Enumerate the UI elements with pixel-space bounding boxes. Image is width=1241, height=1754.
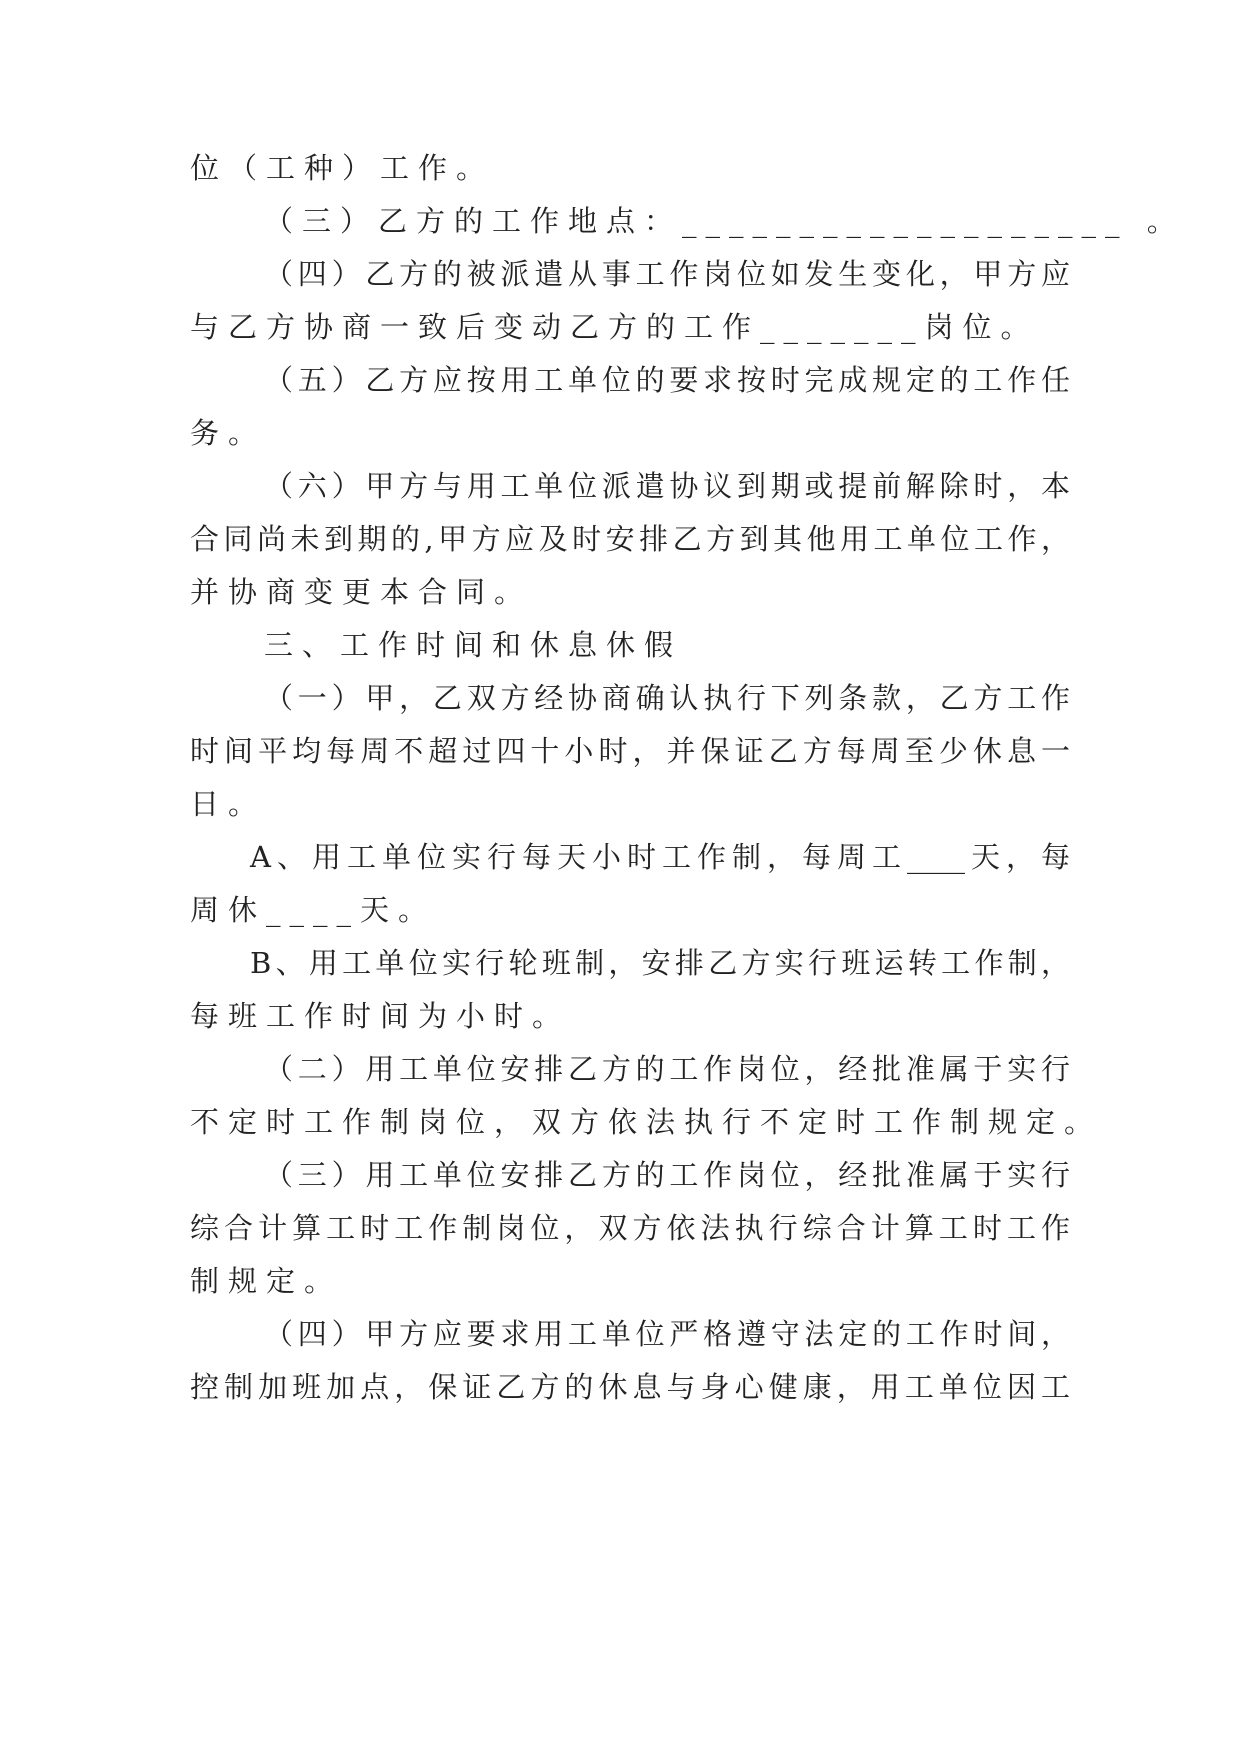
text-line: A、用工单位实行每天小时工作制，每周工____天，每 bbox=[250, 840, 1070, 874]
text-line: （四）乙方的被派遣从事工作岗位如发生变化，甲方应 bbox=[264, 257, 1070, 291]
text-line: 每班工作时间为小时。 bbox=[190, 999, 571, 1033]
text-line: （五）乙方应按用工单位的要求按时完成规定的工作任 bbox=[264, 363, 1070, 397]
text-line: 与乙方协商一致后变动乙方的工作_______岗位。 bbox=[190, 310, 1039, 344]
text-line: （三）用工单位安排乙方的工作岗位，经批准属于实行 bbox=[264, 1158, 1070, 1192]
text-line: 并协商变更本合同。 bbox=[190, 575, 533, 609]
text-line: 务。 bbox=[190, 416, 267, 450]
text-line: 周休____天。 bbox=[190, 893, 437, 927]
text-line: 控制加班加点，保证乙方的休息与身心健康，用工单位因工 bbox=[190, 1370, 1070, 1404]
text-line: 时间平均每周不超过四十小时，并保证乙方每周至少休息一 bbox=[190, 734, 1070, 768]
text-line: （四）甲方应要求用工单位严格遵守法定的工作时间， bbox=[264, 1317, 1070, 1351]
text-line: 综合计算工时工作制岗位，双方依法执行综合计算工时工作 bbox=[190, 1211, 1070, 1245]
text-line: B、用工单位实行轮班制，安排乙方实行班运转工作制， bbox=[250, 946, 1070, 980]
text-line: （六）甲方与用工单位派遣协议到期或提前解除时，本 bbox=[264, 469, 1070, 503]
text-line: （一）甲，乙双方经协商确认执行下列条款，乙方工作 bbox=[264, 681, 1070, 715]
section-heading: 三、工作时间和休息休假 bbox=[264, 628, 683, 662]
text-line: 不定时工作制岗位，双方依法执行不定时工作制规定。 bbox=[190, 1105, 1103, 1139]
text-line: 日。 bbox=[190, 787, 267, 821]
text-line: （三）乙方的工作地点：___________________ 。 bbox=[264, 204, 1185, 238]
text-line: （二）用工单位安排乙方的工作岗位，经批准属于实行 bbox=[264, 1052, 1070, 1086]
text-line: 位（工种）工作。 bbox=[190, 151, 495, 185]
text-line: 制规定。 bbox=[190, 1264, 343, 1298]
text-line: 合同尚未到期的,甲方应及时安排乙方到其他用工单位工作， bbox=[190, 522, 1070, 556]
